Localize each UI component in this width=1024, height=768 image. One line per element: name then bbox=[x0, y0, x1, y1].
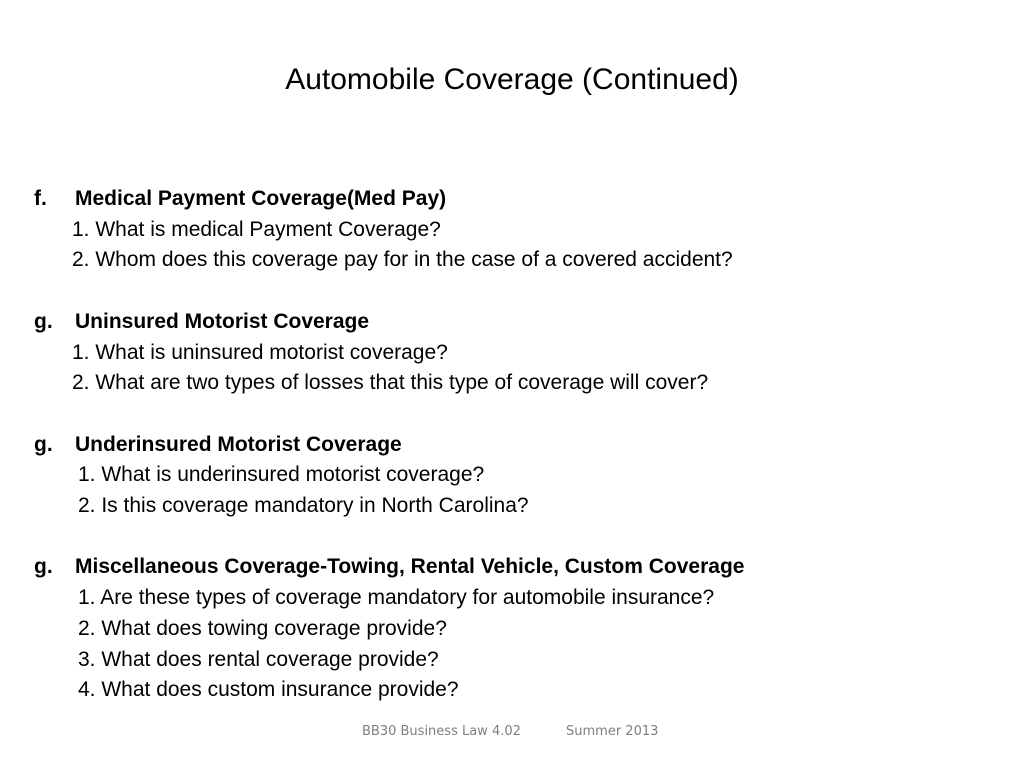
question-item: 2. What are two types of losses that this type of coverage will cover? bbox=[72, 371, 709, 395]
section-underinsured-motorist bbox=[34, 430, 994, 522]
footer-course: BB30 Business Law 4.02 bbox=[362, 724, 521, 739]
section-marker: g. bbox=[34, 309, 53, 333]
section-marker: g. bbox=[34, 555, 53, 579]
question-item: 2. What does towing coverage provide? bbox=[78, 616, 447, 640]
section-marker: f. bbox=[34, 187, 47, 210]
section-heading-text: Uninsured Motorist Coverage bbox=[75, 309, 370, 333]
footer-term: Summer 2013 bbox=[566, 724, 659, 739]
question-item: 1. What is underinsured motorist coverage? bbox=[78, 463, 485, 487]
question-item: 3. What does rental coverage provide? bbox=[78, 647, 439, 671]
question-item: 1. What is medical Payment Coverage? bbox=[72, 217, 441, 241]
slide-content bbox=[34, 184, 994, 706]
question-item: 2. Is this coverage mandatory in North Carolina? bbox=[78, 494, 529, 517]
section-heading bbox=[34, 552, 994, 583]
question-item: 1. Are these types of coverage mandatory for automobile insurance? bbox=[78, 586, 715, 610]
section-heading-text: Underinsured Motorist Coverage bbox=[75, 432, 402, 456]
question-item: 2. Whom does this coverage pay for in the case of a covered accident? bbox=[72, 248, 733, 272]
section-heading bbox=[34, 430, 994, 461]
question-item: 4. What does custom insurance provide? bbox=[78, 678, 459, 702]
section-medical-payment bbox=[34, 184, 994, 276]
section-heading-text: Medical Payment Coverage(Med Pay) bbox=[75, 187, 447, 210]
section-heading bbox=[34, 184, 994, 215]
slide-title: Automobile Coverage (Continued) bbox=[285, 63, 739, 96]
section-miscellaneous-coverage bbox=[34, 552, 994, 706]
section-uninsured-motorist bbox=[34, 307, 994, 399]
question-item: 1. What is uninsured motorist coverage? bbox=[72, 340, 448, 364]
section-heading bbox=[34, 307, 994, 338]
section-heading-text: Miscellaneous Coverage-Towing, Rental Vehicle, Custom Coverage bbox=[75, 555, 745, 579]
section-marker: g. bbox=[34, 432, 53, 456]
